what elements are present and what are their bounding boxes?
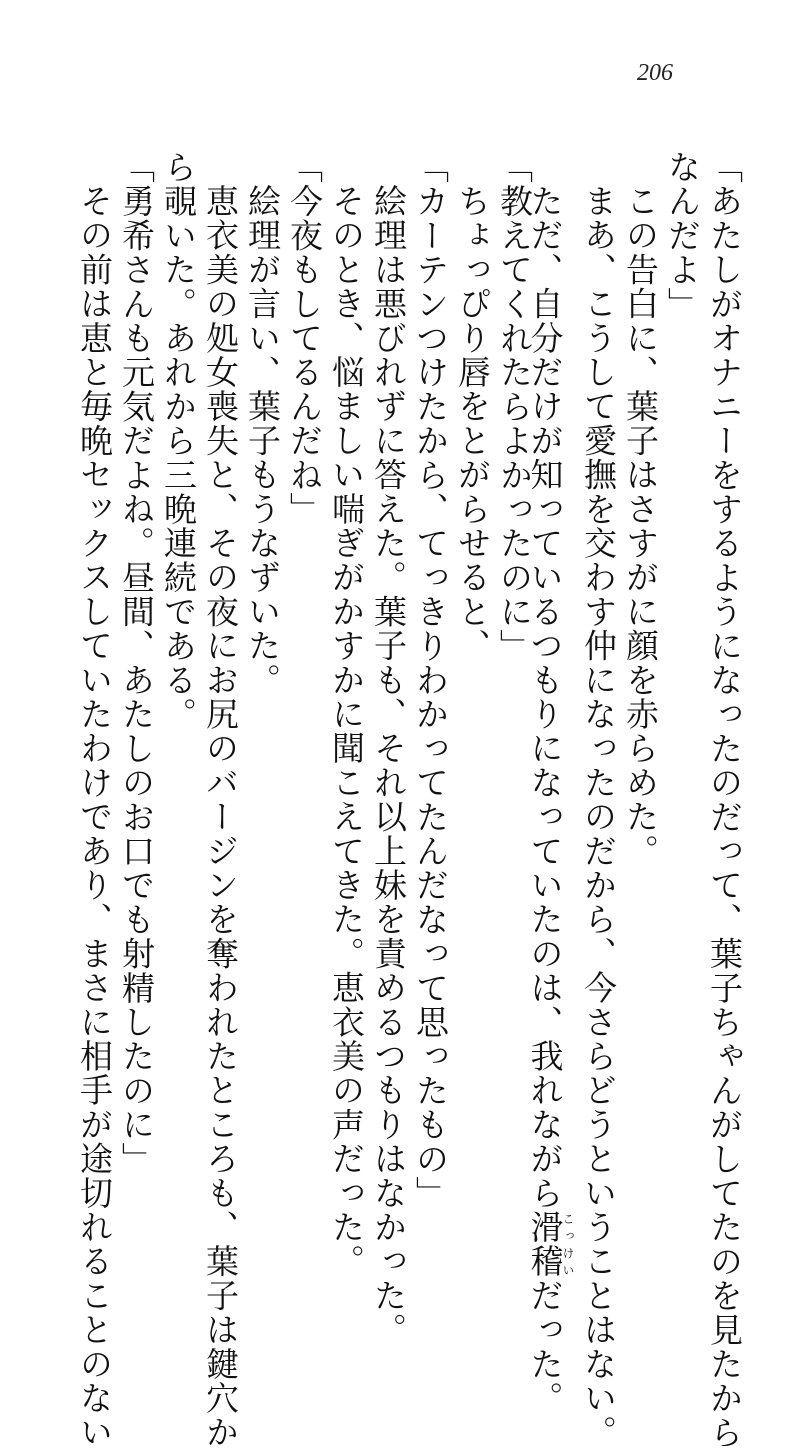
page-number: 206 [637,60,673,86]
text-segment: ただ、自分だけが知っているつもりになっていたのは、我れながら [525,184,565,1210]
text-line: 恵衣美の処女喪失と、その夜にお尻のバージンを奪われたところも、葉子は鍵穴か [201,184,240,1450]
text-line: ら覗いた。あれから三晩連続である。 [159,150,198,732]
text-line: そのとき、悩ましい喘ぎがかすかに聞こえてきた。恵衣美の声だった。 [327,184,366,1279]
text-line: 「今夜もしてるんだね」 [285,150,324,527]
text-line: 絵理が言い、葉子もうなずいた。 [243,184,282,697]
text-line: まあ、こうして愛撫を交わす仲になったのだから、今さらどうということはない。 [579,184,618,1450]
text-line: 「勇希さんも元気だよね。昼間、あたしのお口でも射精したのに」 [117,150,156,1176]
text-line: ちょっぴり唇をとがらせると、 [453,184,492,663]
text-line: その前は恵と毎晩セックスしていたわけであり、まさに相手が途切れることのない [75,184,114,1450]
ruby-reading: こっけい [561,1210,575,1279]
text-line: この告白に、葉子はさすがに顔を赤らめた。 [621,184,660,868]
text-line: 「教えてくれたらよかったのに」 [495,150,534,663]
text-line-with-ruby [525,150,575,1416]
ruby-word [525,1210,575,1279]
text-line: なんだよ」 [663,150,702,321]
text-segment: だった。 [525,1278,565,1416]
text-line: 「あたしがオナニーをするようになったのだって、葉子ちゃんがしてたのを見たから [705,150,744,1450]
ruby-base: 滑稽 [525,1210,565,1279]
text-line: 絵理は悪びれずに答えた。葉子も、それ以上妹を責めるつもりはなかった。 [369,184,408,1347]
text-line: 「カーテンつけたから、てっきりわかってたんだなって思ったもの」 [411,150,450,1211]
